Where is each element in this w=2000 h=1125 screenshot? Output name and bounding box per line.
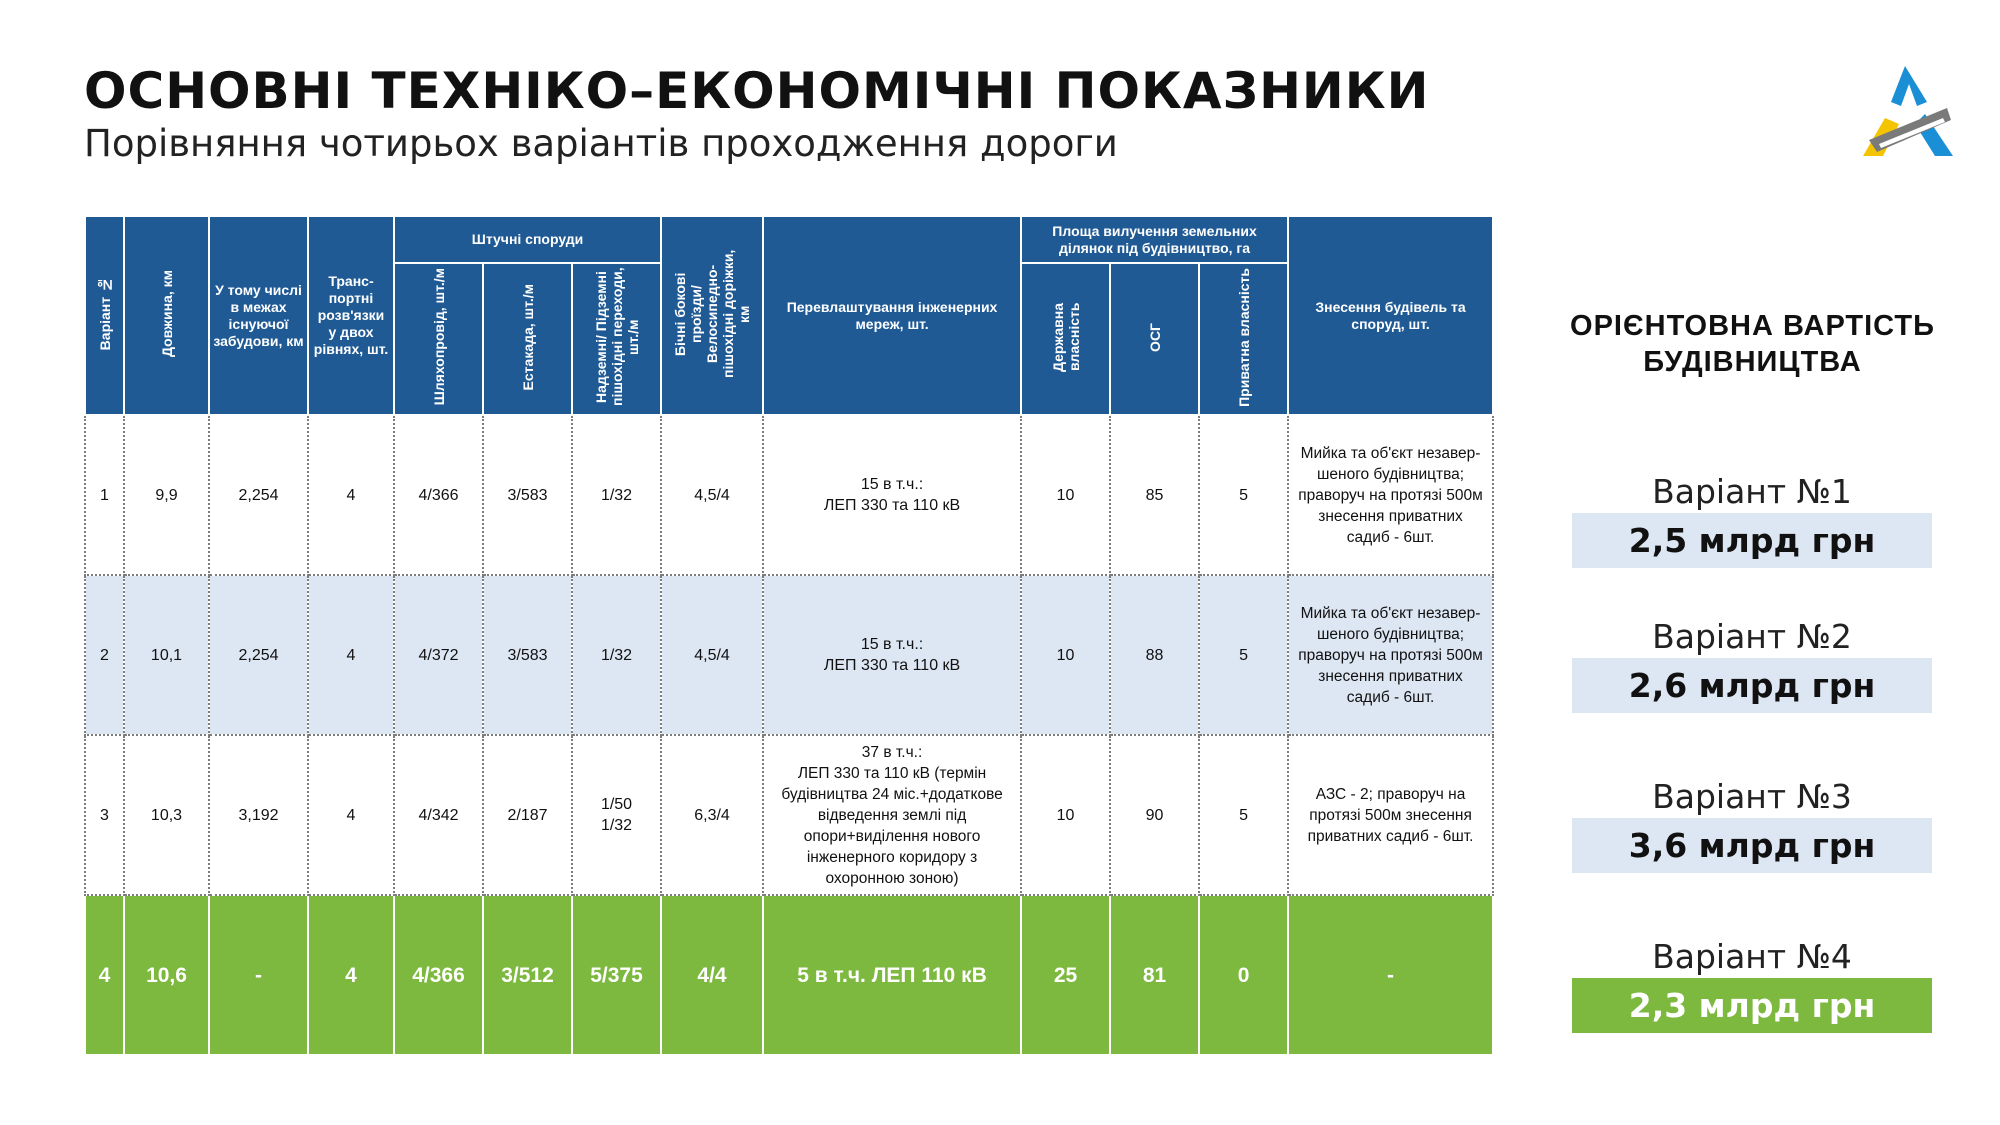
cell-side-roads: 4,5/4	[661, 575, 763, 735]
cell-existing: -	[209, 895, 308, 1055]
cell-variant: 4	[85, 895, 124, 1055]
cost-variant-3-value: 3,6 млрд грн	[1572, 818, 1932, 873]
header-crossings: Надземні/ Підземні пішохідні переходи, шт./м	[572, 263, 661, 415]
cell-existing: 3,192	[209, 735, 308, 895]
header-side-roads: Бічні бокові проїзди/ Велосипедно-пішохідні доріжки, км	[661, 217, 763, 415]
cell-side-roads: 4,5/4	[661, 415, 763, 575]
cell-side-roads: 4/4	[661, 895, 763, 1055]
header-demolition: Знесення будівель та споруд, шт.	[1288, 217, 1493, 415]
header-variant: Варіант №	[85, 217, 124, 415]
cell-length: 10,1	[124, 575, 209, 735]
table-row-highlighted	[85, 895, 1493, 1055]
cell-crossings: 1/50 1/32	[572, 735, 661, 895]
cell-length: 10,3	[124, 735, 209, 895]
cell-private: 5	[1199, 735, 1288, 895]
cost-variant-4-value: 2,3 млрд грн	[1572, 978, 1932, 1033]
cell-utilities: 15 в т.ч.: ЛЕП 330 та 110 кВ	[763, 415, 1021, 575]
cell-private: 5	[1199, 575, 1288, 735]
header-interchanges: Транс-портні розв'язки у двох рівнях, шт.	[308, 217, 394, 415]
header-private: Приватна власність	[1199, 263, 1288, 415]
cell-demolition: АЗС - 2; праворуч на протязі 500м знесення приватних садиб - 6шт.	[1288, 735, 1493, 895]
cell-private: 0	[1199, 895, 1288, 1055]
cell-osg: 85	[1110, 415, 1199, 575]
table-row	[85, 735, 1493, 895]
cell-variant: 3	[85, 735, 124, 895]
cell-estakada: 3/583	[483, 575, 572, 735]
cell-demolition: Мийка та об'єкт незавер-шеного будівництва; праворуч на протязі 500м знесення приватних садиб - 6шт.	[1288, 415, 1493, 575]
cell-private: 5	[1199, 415, 1288, 575]
cell-state: 25	[1021, 895, 1110, 1055]
page-subtitle: Порівняння чотирьох варіантів проходження дороги	[84, 122, 1118, 165]
header-land-group: Площа вилучення земельних ділянок під будівництво, га	[1021, 217, 1288, 263]
header-osg: ОСГ	[1110, 263, 1199, 415]
cost-panel-heading: ОРІЄНТОВНА ВАРТІСТЬ БУДІВНИЦТВА	[1570, 310, 1935, 378]
cell-demolition: Мийка та об'єкт незавер-шеного будівництва; праворуч на протязі 500м знесення приватних садиб - 6шт.	[1288, 575, 1493, 735]
cell-length: 10,6	[124, 895, 209, 1055]
header-overpass: Шляхопровід, шт./м	[394, 263, 483, 415]
cell-overpass: 4/366	[394, 415, 483, 575]
table-row	[85, 415, 1493, 575]
header-structures-group: Штучні споруди	[394, 217, 661, 263]
cell-osg: 90	[1110, 735, 1199, 895]
cell-overpass: 4/366	[394, 895, 483, 1055]
cell-utilities: 15 в т.ч.: ЛЕП 330 та 110 кВ	[763, 575, 1021, 735]
cell-state: 10	[1021, 735, 1110, 895]
cell-osg: 81	[1110, 895, 1199, 1055]
indicators-table	[84, 217, 1494, 1056]
cell-existing: 2,254	[209, 575, 308, 735]
table-row	[85, 575, 1493, 735]
cell-estakada: 3/583	[483, 415, 572, 575]
cost-variant-2-value: 2,6 млрд грн	[1572, 658, 1932, 713]
cost-variant-1-value: 2,5 млрд грн	[1572, 513, 1932, 568]
road-logo-icon	[1855, 62, 1955, 158]
cell-existing: 2,254	[209, 415, 308, 575]
cell-crossings: 1/32	[572, 415, 661, 575]
cost-variant-3-label: Варіант №3	[1652, 777, 1852, 816]
cost-variant-4-label: Варіант №4	[1652, 937, 1852, 976]
cell-utilities: 5 в т.ч. ЛЕП 110 кВ	[763, 895, 1021, 1055]
header-existing: У тому числі в межах існуючої забудови, км	[209, 217, 308, 415]
cell-interchanges: 4	[308, 735, 394, 895]
cost-variant-1-label: Варіант №1	[1652, 472, 1852, 511]
cell-length: 9,9	[124, 415, 209, 575]
cell-estakada: 2/187	[483, 735, 572, 895]
header-estakada: Естакада, шт./м	[483, 263, 572, 415]
cell-state: 10	[1021, 575, 1110, 735]
header-length: Довжина, км	[124, 217, 209, 415]
cell-side-roads: 6,3/4	[661, 735, 763, 895]
cell-crossings: 5/375	[572, 895, 661, 1055]
header-utilities: Перевлаштування інженерних мереж, шт.	[763, 217, 1021, 415]
cell-osg: 88	[1110, 575, 1199, 735]
cell-utilities: 37 в т.ч.: ЛЕП 330 та 110 кВ (термін будівництва 24 міс.+додаткове відведення землі під опори+виділення нового інженерного коридору з охоронною зоною)	[763, 735, 1021, 895]
cell-variant: 2	[85, 575, 124, 735]
cell-state: 10	[1021, 415, 1110, 575]
cell-interchanges: 4	[308, 415, 394, 575]
cell-overpass: 4/342	[394, 735, 483, 895]
cell-interchanges: 4	[308, 895, 394, 1055]
cell-interchanges: 4	[308, 575, 394, 735]
cell-overpass: 4/372	[394, 575, 483, 735]
cell-estakada: 3/512	[483, 895, 572, 1055]
cell-variant: 1	[85, 415, 124, 575]
cell-demolition: -	[1288, 895, 1493, 1055]
cell-crossings: 1/32	[572, 575, 661, 735]
page-title: ОСНОВНІ ТЕХНІКО–ЕКОНОМІЧНІ ПОКАЗНИКИ	[84, 62, 1430, 120]
header-state: Державна власність	[1021, 263, 1110, 415]
cost-variant-2-label: Варіант №2	[1652, 617, 1852, 656]
